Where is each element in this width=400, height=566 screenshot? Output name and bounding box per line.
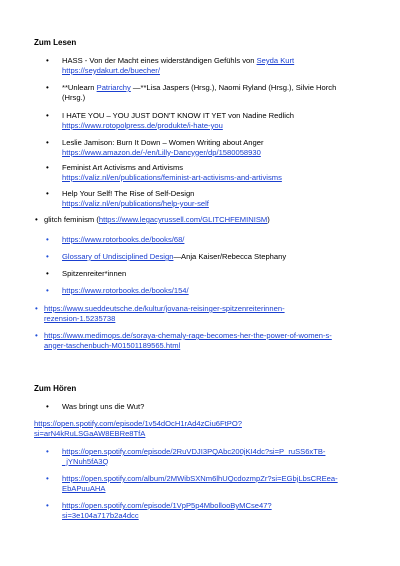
list-item [44,331,356,350]
article-link-line1[interactable]: https://www.sueddeutsche.de/kultur/jovana-reisinger-spitzenreiterinnen- [44,304,285,313]
bullet-icon: • [46,138,49,147]
spotify-link-line1[interactable]: https://open.spotify.com/episode/1v54dOcH1rAd4zCiu6FtPO? [34,419,242,428]
item-url-link[interactable]: https://www.rotopolpress.de/produkte/i-hate-you [62,120,223,130]
list-item [62,402,374,412]
item-text: —Anja Kaiser/Rebecca Stephany [173,252,287,261]
spotify-link-line2[interactable]: si=3e104a717b2a4dcc [62,510,139,520]
item-text: Spitzenreiter*innen [62,269,127,278]
bullet-icon: • [35,331,38,340]
spotify-link-line2[interactable]: EbAPuuAHA [62,483,106,493]
list-item [62,269,374,279]
bullet-icon: • [46,286,49,295]
item-text: I HATE YOU – YOU JUST DON'T KNOW IT YET von Nadine Redlich [62,111,295,120]
list-item [44,304,356,323]
bullet-icon: • [46,189,49,198]
item-url-link[interactable]: https://www.rotorbooks.de/books/154/ [62,286,189,295]
item-url-link[interactable]: https://www.amazon.de/-/en/Lilly-Dancyger/dp/1580058930 [62,147,261,157]
glitch-link[interactable]: https://www.legacyrussell.com/GLITCHFEMINISM [98,215,268,224]
author-link[interactable]: Seyda Kurt [256,56,295,65]
article-link-line2[interactable]: rezension-1.5235738 [44,313,116,323]
item-url-link[interactable]: https://valiz.nl/en/publications/help-your-self [62,198,209,208]
bullet-icon: • [35,215,38,224]
item-text: Feminist Art Activisms and Artivisms [62,163,184,172]
bullet-icon: • [46,402,49,411]
bullet-icon: • [46,252,49,261]
spotify-link-line2[interactable]: si=arN4kRuLSGaAW8EBRe8TfA [34,428,146,438]
article-link-line1[interactable]: https://www.medimops.de/soraya-chemaly-rage-becomes-her-the-power-of-women-s- [44,331,332,340]
bullet-icon: • [46,56,49,65]
item-text-line2: (Hrsg.) [62,92,86,102]
list-item [62,474,374,493]
item-text: Was bringt uns die Wut? [62,402,145,411]
list-item [62,447,374,466]
list-item-glitch [44,215,356,225]
section-heading-hoeren: Zum Hören [34,384,77,393]
glossary-link[interactable]: Glossary of Undisciplined Design [62,252,174,261]
list-item [62,138,374,157]
list-item [62,252,374,262]
spotify-link-line1[interactable]: https://open.spotify.com/album/2MWibSXNm6lhUQcdozmpZr?si=EGbjLbsCREea- [62,474,338,483]
item-url-link[interactable]: https://seydakurt.de/buecher/ [62,65,160,75]
spotify-link-line1[interactable]: https://open.spotify.com/episode/2RuVDJI3PQAbc200jKI4dc?si=P_ruSS6xTB- [62,447,326,456]
item-text: —**Lisa Jaspers (Hrsg.), Naomi Ryland (Hrsg.), Silvie Horch [130,83,337,92]
spotify-link-line1[interactable]: https://open.spotify.com/episode/1VpP5p4MbollooByMCse47? [62,501,272,510]
item-url-link[interactable]: https://www.rotorbooks.de/books/68/ [62,235,185,244]
article-link-line2[interactable]: anger-taschenbuch-M01501189565.html [44,340,181,350]
section-heading-lesen: Zum Lesen [34,38,77,47]
main-spotify-link [34,419,346,438]
bullet-icon: • [46,83,49,92]
list-item [62,163,374,182]
item-text: Help Your Self! The Rise of Self-Design [62,189,195,198]
bullet-icon: • [46,111,49,120]
item-text: ) [267,215,270,224]
bullet-icon: • [46,235,49,244]
list-item [62,189,374,208]
list-item [62,83,374,102]
item-text: **Unlearn [62,83,97,92]
item-text: glitch feminism ( [44,215,99,224]
bullet-icon: • [46,474,49,483]
patriarchy-link[interactable]: Patriarchy [96,83,131,92]
spotify-link-line2[interactable]: _jYNuh5fA3Q [62,456,109,466]
list-item [62,56,374,75]
bullet-icon: • [46,447,49,456]
list-item [62,235,374,245]
bullet-icon: • [46,163,49,172]
bullet-icon: • [35,304,38,313]
item-text: Leslie Jamison: Burn It Down – Women Writing about Anger [62,138,264,147]
bullet-icon: • [46,501,49,510]
list-item [62,286,374,296]
item-url-link[interactable]: https://valiz.nl/en/publications/feminist-art-activisms-and-artivisms [62,172,282,182]
bullet-icon: • [46,269,49,278]
list-item [62,111,374,130]
list-item [62,501,374,520]
item-text: HASS - Von der Macht eines widerständigen Gefühls von [62,56,257,65]
